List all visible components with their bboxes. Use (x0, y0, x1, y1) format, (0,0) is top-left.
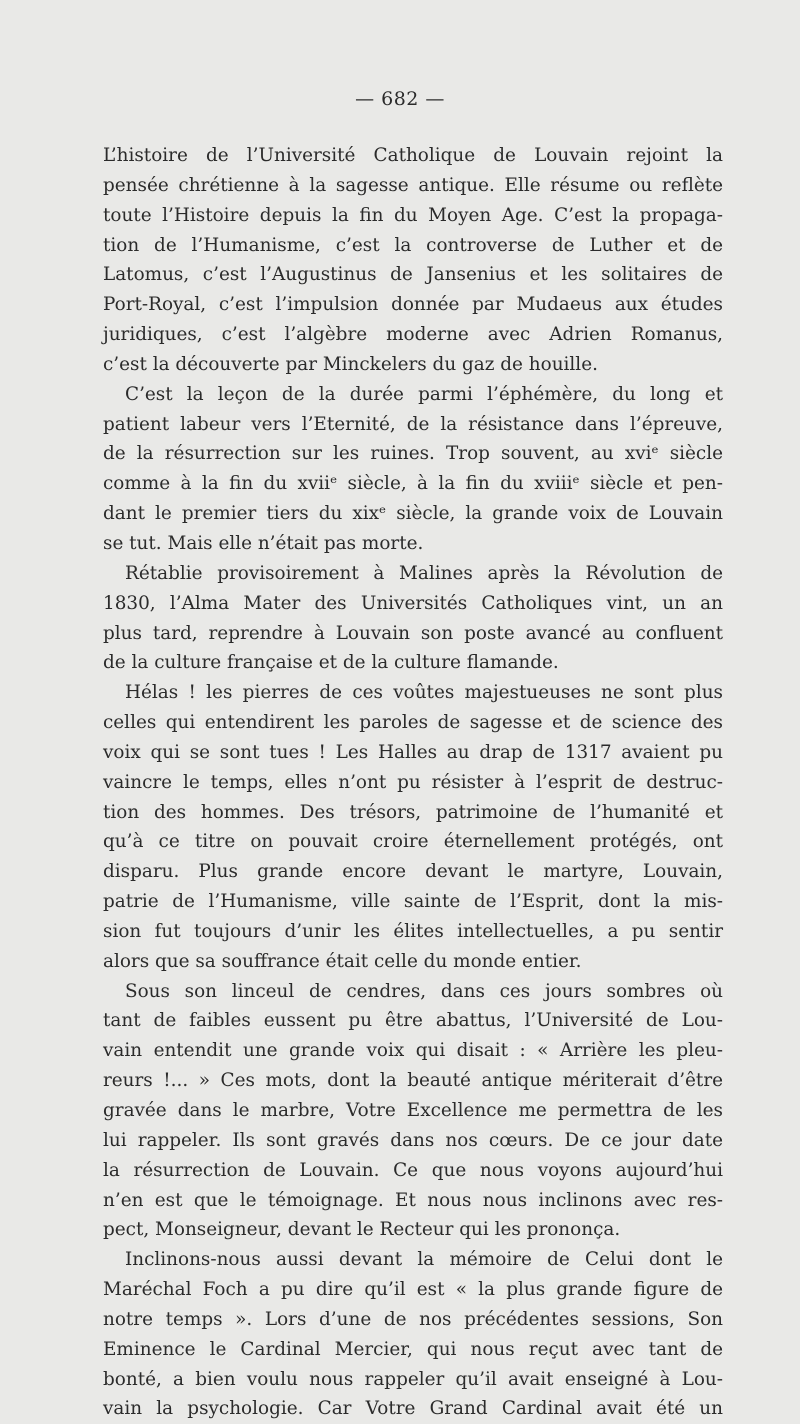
text-line: pect, Monseigneur, devant le Recteur qui les prononça. (103, 1219, 621, 1241)
text-line: dant le premier tiers du xixᵉ siècle, la grande voix de Louvain (103, 503, 723, 525)
text-line: Inclinons-nous aussi devant la mémoire de Celui dont le (125, 1249, 723, 1271)
text-line: patient labeur vers l’Eternité, de la résistance dans l’épreuve, (103, 413, 723, 435)
text-line: tion des hommes. Des trésors, patrimoine de l’humanité et (103, 801, 723, 823)
text-line: alors que sa souffrance était celle du monde entier. (103, 950, 582, 972)
text-line: Maréchal Foch a pu dire qu’il est « la plus grande figure de (103, 1279, 723, 1301)
text-line: juridiques, c’est l’algèbre moderne avec Adrien Romanus, (103, 324, 723, 346)
text-line: plus tard, reprendre à Louvain son poste avancé au confluent (103, 622, 723, 644)
text-line: celles qui entendirent les paroles de sagesse et de science des (103, 712, 723, 734)
text-line: patrie de l’Humanisme, ville sainte de l’Esprit, dont la mis- (103, 891, 723, 913)
text-line: tant de faibles eussent pu être abattus, l’Université de Lou- (103, 1010, 723, 1032)
text-line: Hélas ! les pierres de ces voûtes majestueuses ne sont plus (125, 682, 723, 704)
text-line: C’est la leçon de la durée parmi l’éphémère, du long et (125, 383, 723, 405)
text-line: voix qui se sont tues ! Les Halles au drap de 1317 avaient pu (103, 741, 723, 763)
text-line: gravée dans le marbre, Votre Excellence me permettra de les (103, 1100, 723, 1121)
text-line: L’histoire de l’Université Catholique de Louvain rejoint la (103, 145, 723, 166)
text-line: toute l’Histoire depuis la fin du Moyen Age. C’est la propaga- (103, 204, 723, 226)
page-number: — 682 — (355, 88, 445, 110)
text-line: comme à la fin du xviiᵉ siècle, à la fin du xviiiᵉ siècle et pen- (103, 473, 723, 495)
text-line: Latomus, c’est l’Augustinus de Jansenius et les solitaires de (103, 264, 723, 286)
text-line: 1830, l’Alma Mater des Universités Catholiques vint, un an (103, 592, 723, 614)
text-line: vaincre le temps, elles n’ont pu résister à l’esprit de destruc- (103, 771, 723, 793)
text-line: n’en est que le témoignage. Et nous nous inclinons avec res- (103, 1189, 723, 1211)
text-line: Rétablie provisoirement à Malines après la Révolution de (125, 562, 723, 584)
text-line: Port-Royal, c’est l’impulsion donnée par Mudaeus aux études (103, 294, 723, 316)
text-line: la résurrection de Louvain. Ce que nous voyons aujourd’hui (103, 1159, 723, 1181)
body-text (103, 141, 723, 1424)
text-line: notre temps ». Lors d’une de nos précédentes sessions, Son (103, 1308, 723, 1330)
text-line: reurs !... » Ces mots, dont la beauté antique mériterait d’être (103, 1070, 723, 1092)
text-line: de la culture française et de la culture flamande. (103, 652, 559, 674)
text-line: Eminence le Cardinal Mercier, qui nous reçut avec tant de (103, 1338, 723, 1360)
text-line: bonté, a bien voulu nous rappeler qu’il avait enseigné à Lou- (103, 1368, 723, 1390)
text-line: tion de l’Humanisme, c’est la controverse de Luther et de (103, 234, 723, 256)
text-line: vain entendit une grande voix qui disait : « Arrière les pleu- (103, 1040, 723, 1062)
text-line: lui rappeler. Ils sont gravés dans nos cœurs. De ce jour date (103, 1129, 723, 1151)
text-line: vain la psychologie. Car Votre Grand Cardinal avait été un (103, 1398, 723, 1420)
text-line: Sous son linceul de cendres, dans ces jours sombres où (125, 980, 723, 1002)
text-line: de la résurrection sur les ruines. Trop souvent, au xviᵉ siècle (103, 443, 723, 465)
text-line: se tut. Mais elle n’était pas morte. (103, 532, 424, 554)
text-line: qu’à ce titre on pouvait croire éternellement protégés, ont (103, 831, 723, 853)
text-line: c’est la découverte par Minckelers du gaz de houille. (103, 353, 598, 375)
text-line: disparu. Plus grande encore devant le martyre, Louvain, (103, 861, 723, 883)
text-line: sion fut toujours d’unir les élites intellectuelles, a pu sentir (103, 920, 723, 942)
text-line: pensée chrétienne à la sagesse antique. Elle résume ou reflète (103, 174, 723, 196)
